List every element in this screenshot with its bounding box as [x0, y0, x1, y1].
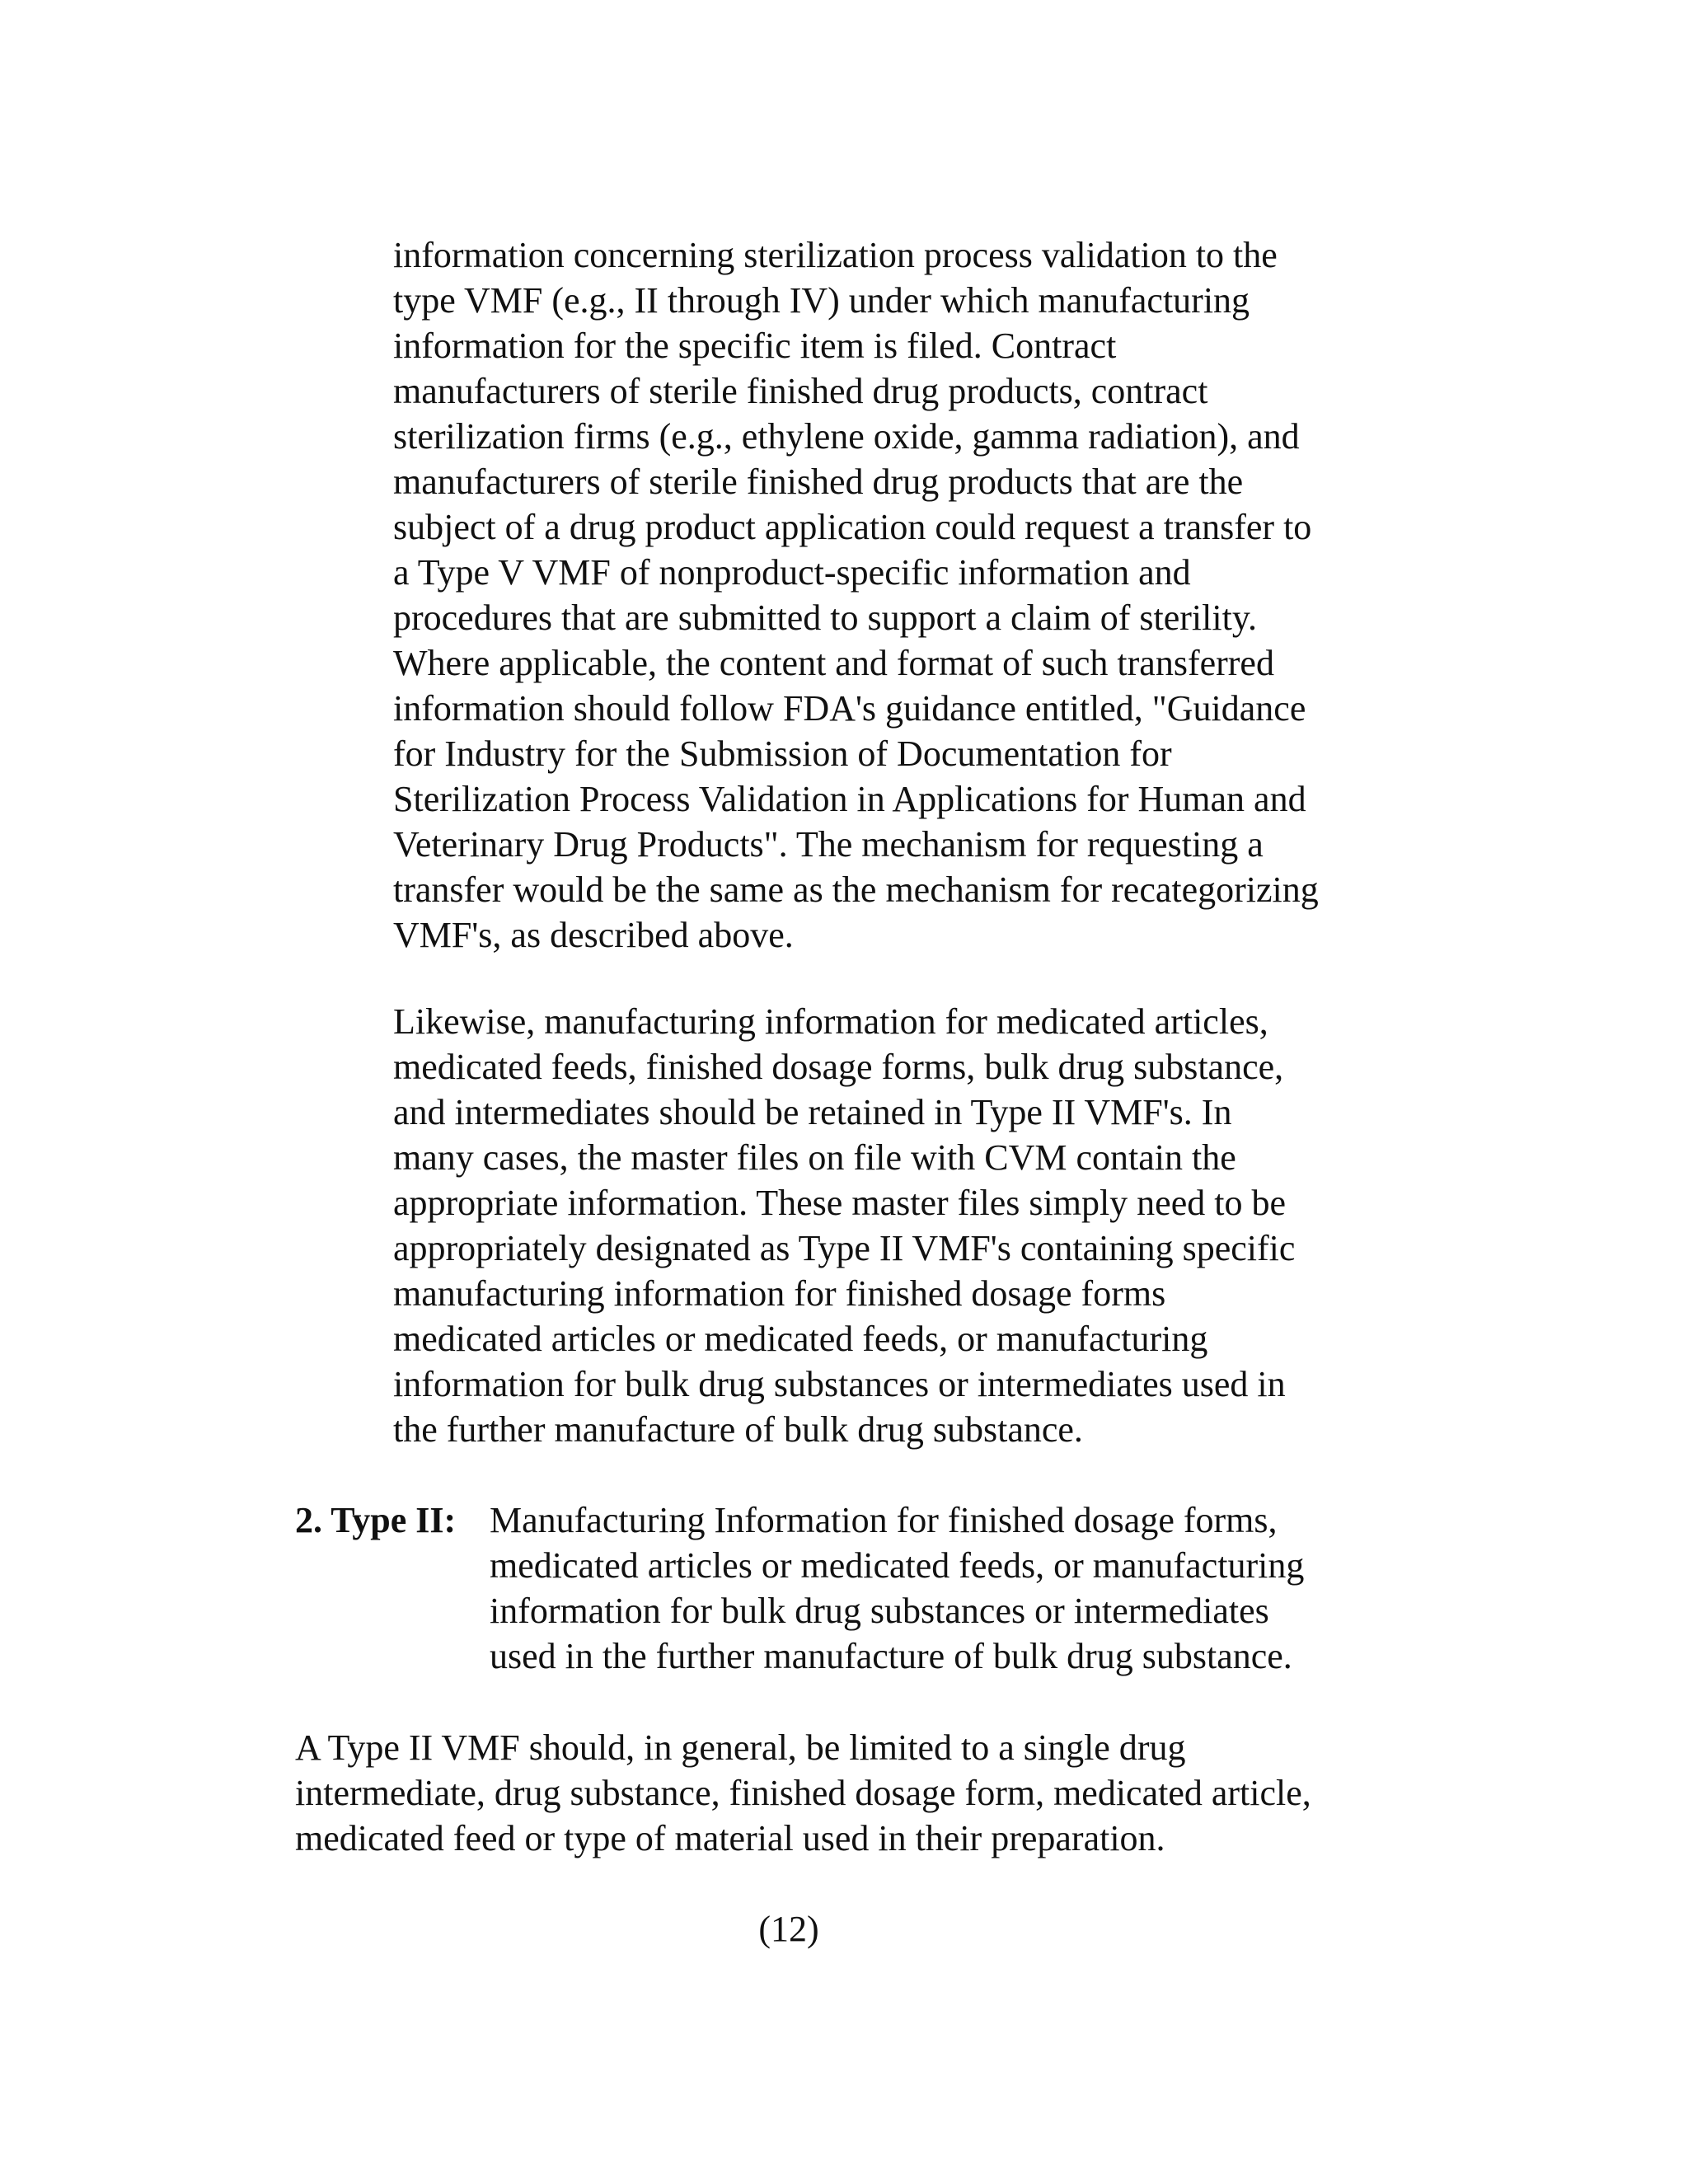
paragraph-type-ii-retention: Likewise, manufacturing information for medicated articles, medicated feeds, finished dosage forms, bulk drug substance, and intermediates should be retained in Type II VMF's. In many cases, the master files on file with CVM contain the appropriate information. These master files simply need to be appropriately designated as Type II VMF's containing specific manufacturing information for finished dosage forms medicated articles or medicated feeds, or manufacturing information for bulk drug substances or intermediates used in the further manufacture of bulk drug substance.: [393, 1001, 1296, 1450]
type-ii-heading: 2. Type II:: [295, 1500, 457, 1540]
type-ii-description: Manufacturing Information for finished dosage forms, medicated articles or medicated feeds, or manufacturing information for bulk drug substances or intermediates used in the further manufacture of bulk drug substance.: [490, 1500, 1305, 1676]
paragraph-sterilization-transfer: information concerning sterilization process validation to the type VMF (e.g., II through IV) under which manufacturing information for the specific item is filed. Contract manufacturers of sterile finished drug products, contract sterilization firms (e.g., ethylene oxide, gamma radiation), and manufacturers of sterile finished drug products that are the subject of a drug product application could request a transfer to a Type V VMF of nonproduct-specific information and procedures that are submitted to support a claim of sterility. Where applicable, the content and format of such transferred information should follow FDA's guidance entitled, "Guidance for Industry for the Submission of Documentation for Sterilization Process Validation in Applications for Human and Veterinary Drug Products". The mechanism for requesting a transfer would be the same as the mechanism for recategorizing VMF's, as described above.: [393, 235, 1319, 955]
page-number: (12): [758, 1909, 819, 1949]
paragraph-type-ii-limitation: A Type II VMF should, in general, be limited to a single drug intermediate, drug substance, finished dosage form, medicated article, medicated feed or type of material used in their preparation.: [295, 1727, 1311, 1858]
